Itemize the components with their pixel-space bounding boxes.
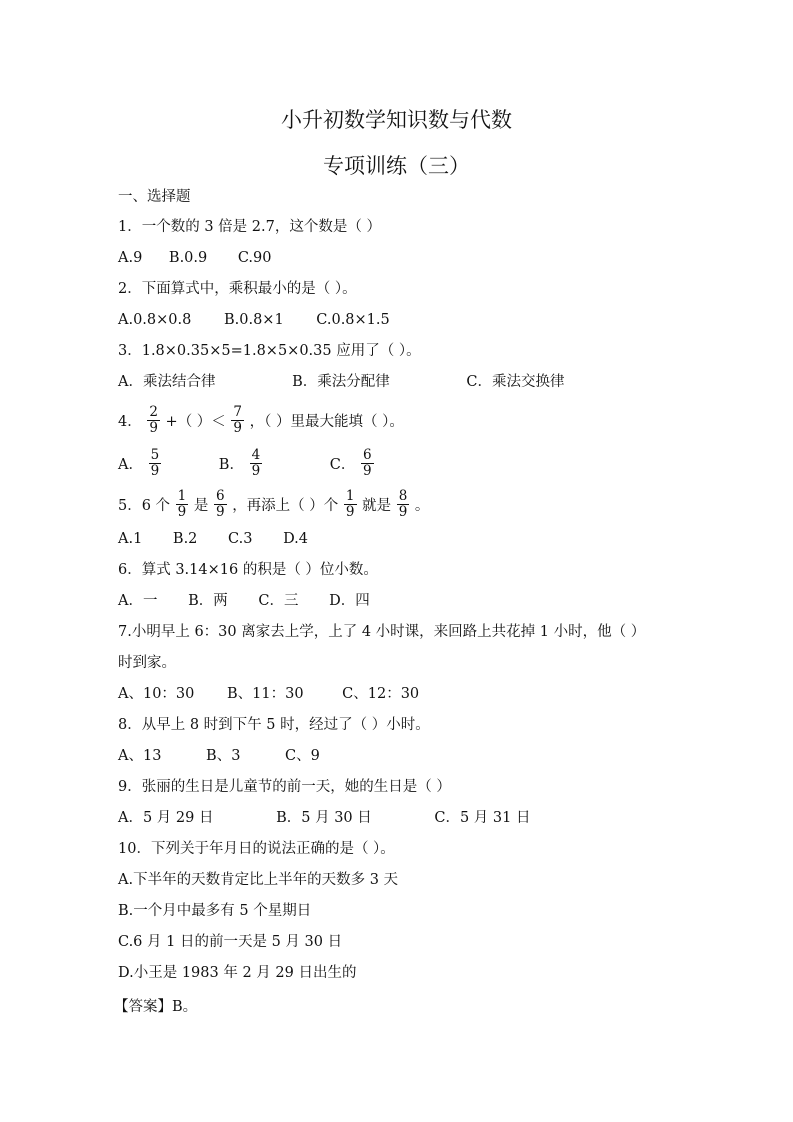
option-c: C.3: [228, 531, 253, 547]
option-b: B.0.8×1: [223, 312, 284, 328]
question-9: 9．张丽的生日是儿童节的前一天，她的生日是（ ）: [118, 779, 451, 795]
question-7: 7.小明早上 6：30 离家去上学，上了 4 小时课，来回路上共花掉 1 小时，他（ ）: [118, 624, 646, 640]
option-a: A、13: [118, 748, 162, 764]
question-10: 10．下列关于年月日的说法正确的是（ ）。: [118, 841, 395, 857]
option-b: B．两: [188, 593, 228, 609]
question-7-options: [118, 683, 419, 705]
option-c: C、12：30: [342, 686, 420, 702]
answer: 【答案】B。: [114, 999, 198, 1015]
question-10-option-b: B.一个月中最多有 5 个星期日: [118, 903, 312, 919]
option-b: B．5 月 30 日: [276, 810, 372, 826]
option-b: B.2: [172, 531, 198, 547]
option-c: C．三: [258, 593, 299, 609]
option-c: C．乘法交换律: [466, 374, 565, 390]
question-7-cont: 时到家。: [118, 655, 176, 671]
page-title: 小升初数学知识数与代数: [281, 108, 512, 132]
option-a: A.0.8×0.8: [118, 312, 192, 328]
question-6-options: [118, 590, 370, 612]
fraction: $\frac{1}{9}$: [177, 488, 187, 520]
question-2: 2．下面算式中，乘积最小的是（ ）。: [118, 281, 357, 297]
fraction: $\frac{2}{9}$: [149, 404, 158, 436]
option-a: A．乘法结合律: [118, 374, 216, 390]
option-b: B、11：30: [226, 686, 304, 702]
fraction: $\frac{8}{9}$: [398, 488, 408, 520]
question-1-options: [118, 247, 272, 269]
question-10-option-c: C.6 月 1 日的前一天是 5 月 30 日: [118, 934, 343, 950]
fraction: $\frac{5}{9}$: [150, 447, 160, 479]
option-c: C.90: [237, 250, 272, 266]
question-5-options: [118, 528, 308, 550]
fraction: $\frac{7}{9}$: [233, 404, 243, 436]
question-8: 8．从早上 8 时到下午 5 时，经过了（ ）小时。: [118, 717, 430, 733]
question-6: 6．算式 3.14×16 的积是（ ）位小数。: [118, 562, 378, 578]
fraction: $\frac{4}{9}$: [251, 447, 261, 479]
question-4-options: A． $\frac{5}{9}$ B． $\frac{4}{9}$ C． $\frac{6}{9}$: [118, 447, 372, 479]
option-a: A.1: [118, 531, 143, 547]
option-b: B、3: [206, 748, 241, 764]
option-d: D．四: [329, 593, 370, 609]
fraction: $\frac{6}{9}$: [215, 488, 225, 520]
question-4: 4． $\frac{2}{9}$ +（ ）＜ $\frac{7}{9}$ ，（ ）里最大能填（ ）。: [118, 404, 404, 436]
option-c: C.0.8×1.5: [316, 312, 390, 328]
question-10-option-a: A.下半年的天数肯定比上半年的天数多 3 天: [118, 872, 399, 888]
question-3-options: [118, 371, 564, 393]
option-c: C、9: [285, 748, 320, 764]
question-1: 1．一个数的 3 倍是 2.7，这个数是（ ）: [118, 219, 381, 235]
fraction: $\frac{6}{9}$: [362, 447, 372, 479]
option-c: C．5 月 31 日: [434, 810, 531, 826]
option-a: A．一: [118, 593, 158, 609]
option-a: A.9: [118, 250, 143, 266]
section-heading: 一、选择题: [118, 189, 191, 205]
question-9-options: [118, 807, 530, 829]
option-a: A、10：30: [118, 686, 195, 702]
option-b: B.0.9: [168, 250, 208, 266]
question-8-options: [118, 745, 320, 767]
option-d: D.4: [283, 531, 309, 547]
page-subtitle: 专项训练（三）: [323, 154, 470, 178]
option-a: A．5 月 29 日: [118, 810, 214, 826]
question-3: 3．1.8×0.35×5=1.8×5×0.35 应用了（ ）。: [118, 343, 421, 359]
fraction: $\frac{1}{9}$: [345, 488, 355, 520]
question-10-option-d: D.小王是 1983 年 2 月 29 日出生的: [118, 965, 357, 981]
question-2-options: [118, 309, 390, 331]
option-b: B．乘法分配律: [292, 374, 390, 390]
question-5: 5．6 个 $\frac{1}{9}$ 是 $\frac{6}{9}$ ，再添上（ ）个 $\frac{1}{9}$ 就是 $\frac{8}{9}$ 。: [118, 488, 430, 520]
